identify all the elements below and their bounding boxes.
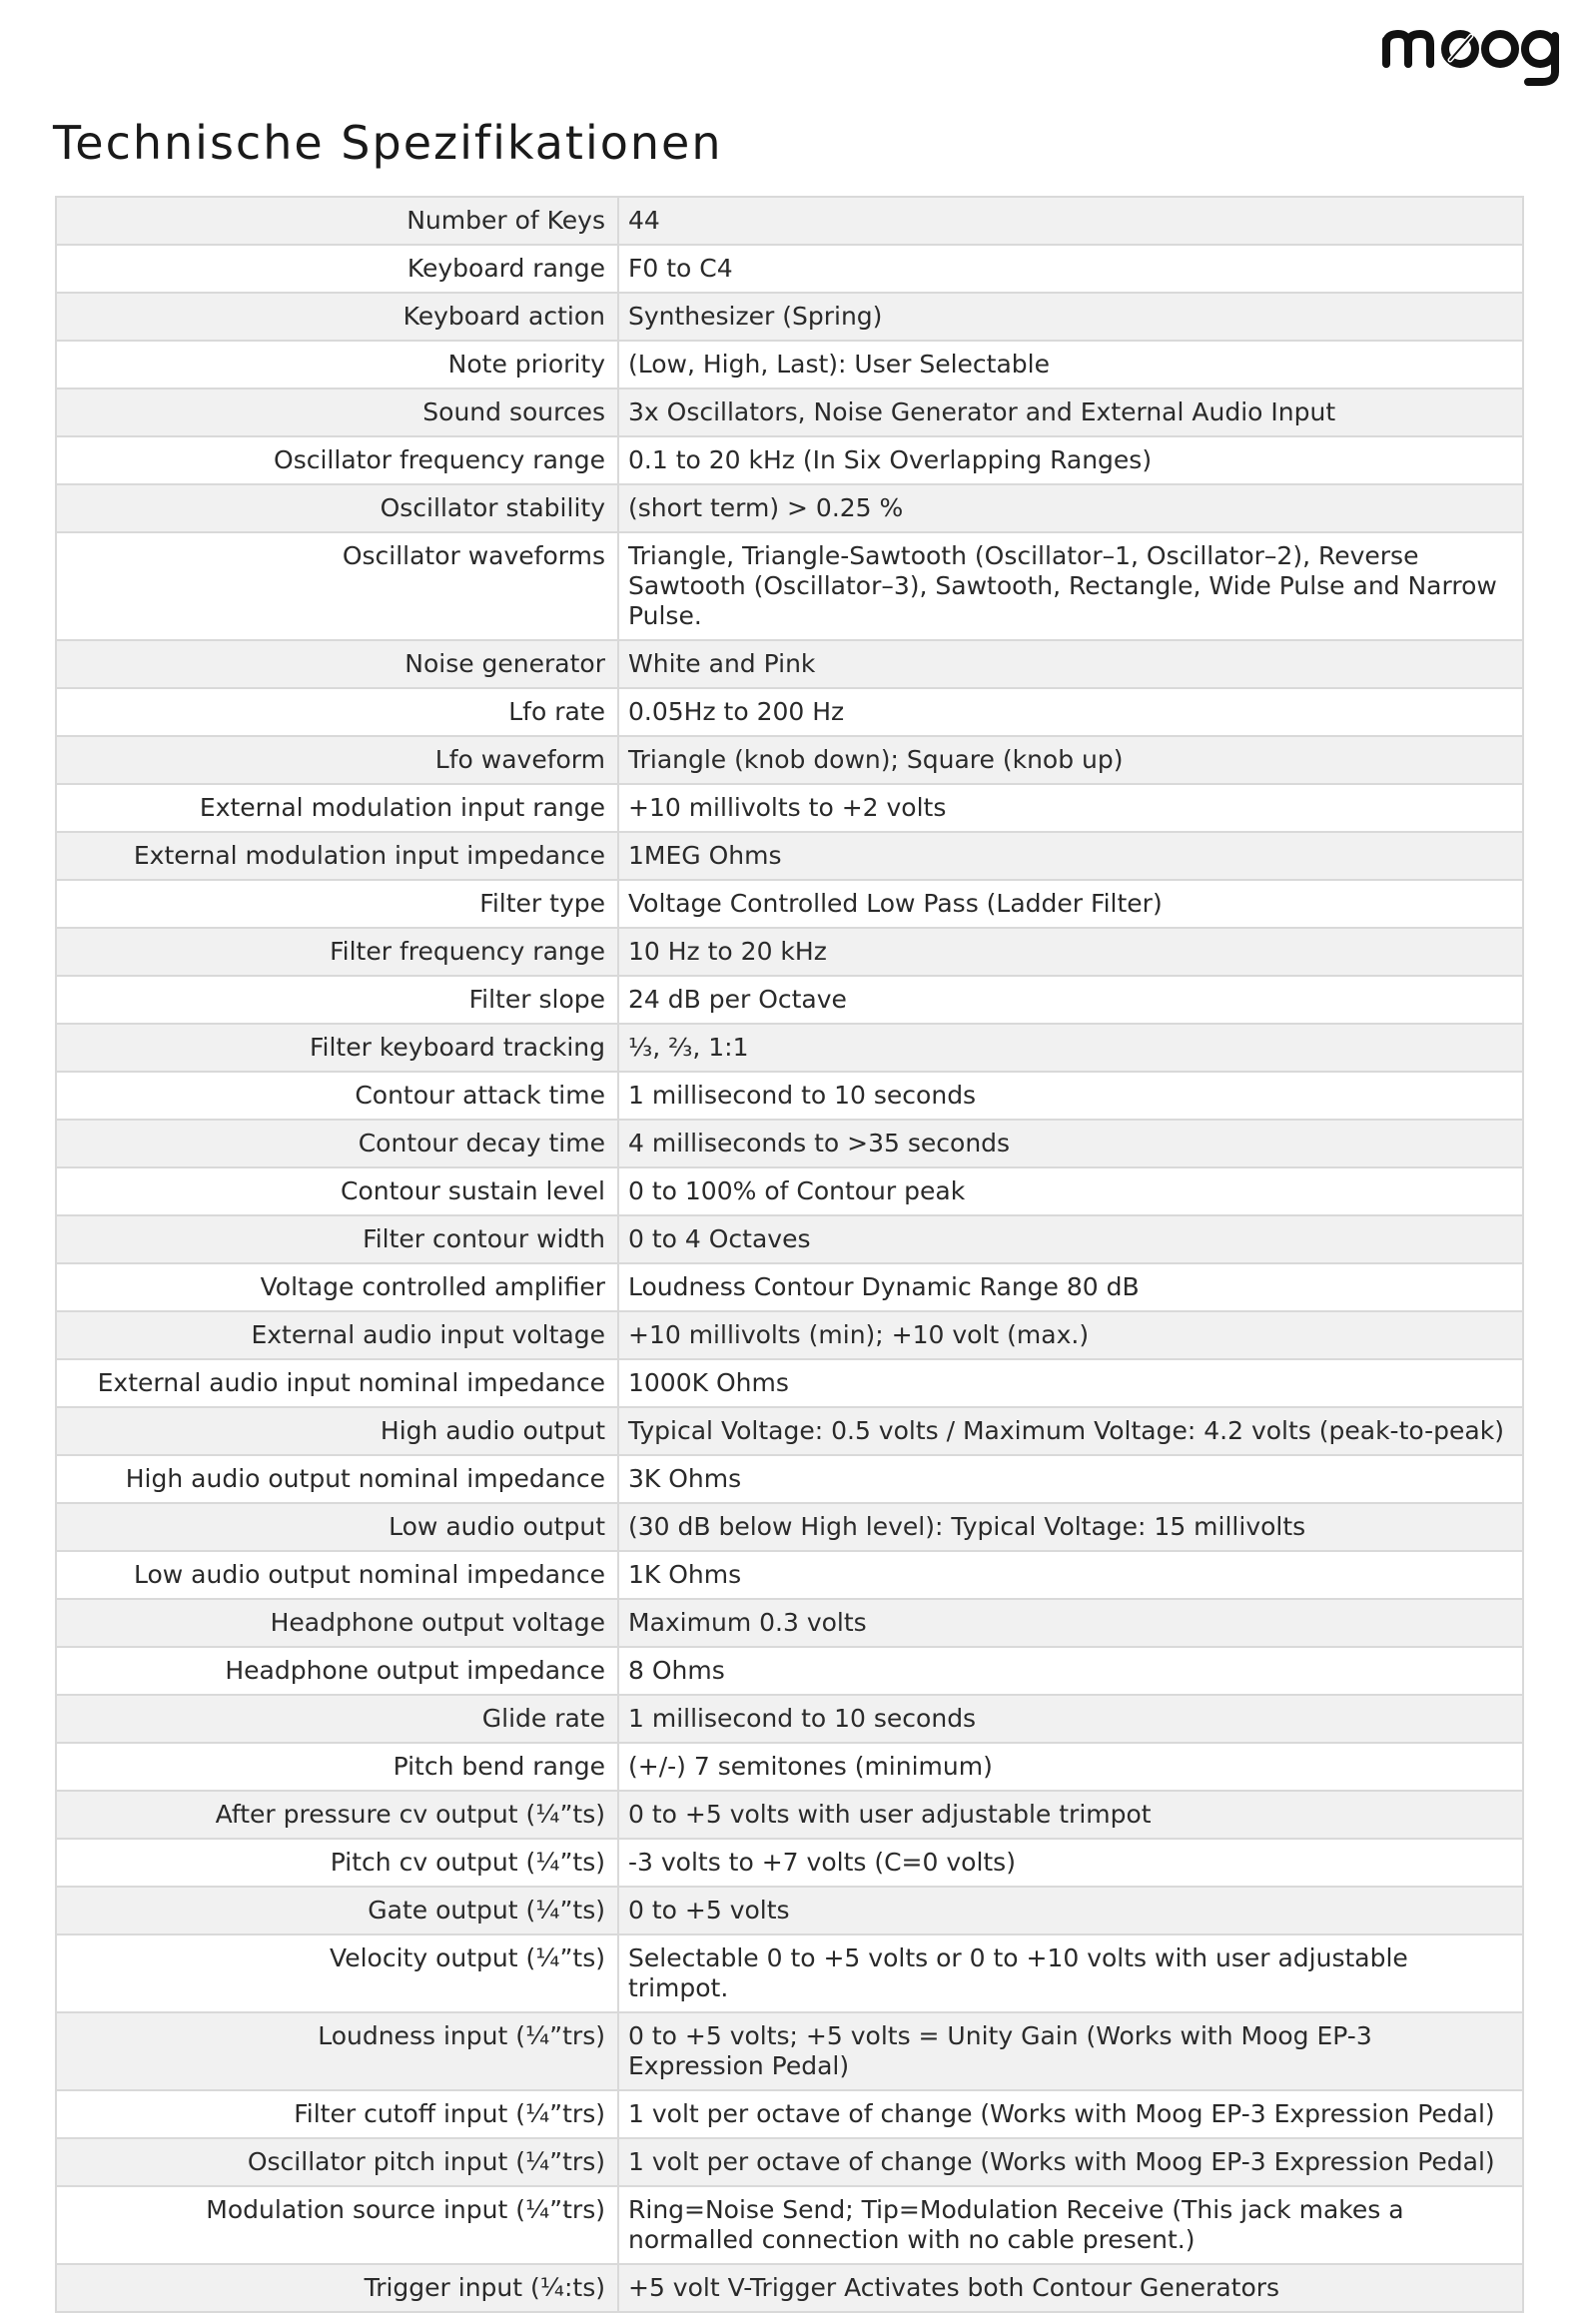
- spec-label: Filter contour width: [56, 1215, 618, 1263]
- spec-label: Oscillator stability: [56, 484, 618, 532]
- spec-label: Trigger input (¼:ts): [56, 2264, 618, 2312]
- table-row: [56, 1743, 1523, 1791]
- spec-value: +10 millivolts (min); +10 volt (max.): [618, 1311, 1523, 1359]
- moog-logo: [1378, 14, 1588, 86]
- spec-value: Maximum 0.3 volts: [618, 1599, 1523, 1647]
- spec-value: Triangle (knob down); Square (knob up): [618, 736, 1523, 784]
- table-row: [56, 1215, 1523, 1263]
- spec-label: Headphone output impedance: [56, 1647, 618, 1695]
- table-row: [56, 640, 1523, 688]
- spec-label: Filter type: [56, 880, 618, 928]
- table-row: [56, 293, 1523, 341]
- spec-label: Oscillator pitch input (¼”trs): [56, 2138, 618, 2186]
- spec-label: Glide rate: [56, 1695, 618, 1743]
- spec-value: 0 to 100% of Contour peak: [618, 1167, 1523, 1215]
- spec-value: 0.05Hz to 200 Hz: [618, 688, 1523, 736]
- spec-label: Velocity output (¼”ts): [56, 1934, 618, 2012]
- table-row: [56, 1407, 1523, 1455]
- spec-label: Pitch bend range: [56, 1743, 618, 1791]
- spec-label: Noise generator: [56, 640, 618, 688]
- table-row: [56, 2012, 1523, 2090]
- spec-label: External audio input nominal impedance: [56, 1359, 618, 1407]
- spec-label: Filter slope: [56, 976, 618, 1024]
- table-row: [56, 1359, 1523, 1407]
- spec-value: 10 Hz to 20 kHz: [618, 928, 1523, 976]
- table-row: [56, 784, 1523, 832]
- spec-label: Lfo rate: [56, 688, 618, 736]
- spec-value: (30 dB below High level): Typical Voltage: 15 millivolts: [618, 1503, 1523, 1551]
- spec-label: Lfo waveform: [56, 736, 618, 784]
- spec-label: Oscillator frequency range: [56, 436, 618, 484]
- table-row: [56, 245, 1523, 293]
- table-row: [56, 1455, 1523, 1503]
- spec-value: 1 volt per octave of change (Works with Moog EP-3 Expression Pedal): [618, 2090, 1523, 2138]
- table-row: [56, 341, 1523, 388]
- table-row: [56, 1647, 1523, 1695]
- spec-value: 1 millisecond to 10 seconds: [618, 1695, 1523, 1743]
- table-row: [56, 1120, 1523, 1167]
- table-row: [56, 1599, 1523, 1647]
- spec-value: 1000K Ohms: [618, 1359, 1523, 1407]
- spec-label: Sound sources: [56, 388, 618, 436]
- table-row: [56, 1072, 1523, 1120]
- table-row: [56, 1695, 1523, 1743]
- spec-label: Loudness input (¼”trs): [56, 2012, 618, 2090]
- spec-value: +5 volt V-Trigger Activates both Contour Generators: [618, 2264, 1523, 2312]
- spec-value: Voltage Controlled Low Pass (Ladder Filter): [618, 880, 1523, 928]
- spec-label: Headphone output voltage: [56, 1599, 618, 1647]
- spec-value: Typical Voltage: 0.5 volts / Maximum Voltage: 4.2 volts (peak-to-peak): [618, 1407, 1523, 1455]
- page-title: Technische Spezifikationen: [53, 116, 723, 170]
- spec-label: External audio input voltage: [56, 1311, 618, 1359]
- table-row: [56, 928, 1523, 976]
- spec-table: [55, 196, 1524, 2313]
- spec-value: ⅓, ⅔, 1:1: [618, 1024, 1523, 1072]
- table-row: [56, 976, 1523, 1024]
- spec-value: 0 to +5 volts; +5 volts = Unity Gain (Works with Moog EP-3 Expression Pedal): [618, 2012, 1523, 2090]
- spec-label: Contour attack time: [56, 1072, 618, 1120]
- spec-value: 1 millisecond to 10 seconds: [618, 1072, 1523, 1120]
- spec-value: Synthesizer (Spring): [618, 293, 1523, 341]
- spec-label: Low audio output nominal impedance: [56, 1551, 618, 1599]
- spec-label: Oscillator waveforms: [56, 532, 618, 640]
- spec-table-body: [56, 197, 1523, 2312]
- spec-label: Number of Keys: [56, 197, 618, 245]
- table-row: [56, 2090, 1523, 2138]
- spec-label: Keyboard range: [56, 245, 618, 293]
- table-row: [56, 2186, 1523, 2264]
- spec-value: 0 to 4 Octaves: [618, 1215, 1523, 1263]
- spec-label: Contour decay time: [56, 1120, 618, 1167]
- spec-label: Modulation source input (¼”trs): [56, 2186, 618, 2264]
- spec-label: Filter keyboard tracking: [56, 1024, 618, 1072]
- spec-value: Ring=Noise Send; Tip=Modulation Receive (This jack makes a normalled connection with no cable present.): [618, 2186, 1523, 2264]
- table-row: [56, 1934, 1523, 2012]
- spec-value: (short term) > 0.25 %: [618, 484, 1523, 532]
- spec-value: Loudness Contour Dynamic Range 80 dB: [618, 1263, 1523, 1311]
- spec-value: White and Pink: [618, 640, 1523, 688]
- spec-label: High audio output: [56, 1407, 618, 1455]
- spec-value: 8 Ohms: [618, 1647, 1523, 1695]
- table-row: [56, 736, 1523, 784]
- table-row: [56, 1551, 1523, 1599]
- table-row: [56, 436, 1523, 484]
- spec-value: 0 to +5 volts with user adjustable trimpot: [618, 1791, 1523, 1839]
- spec-value: 44: [618, 197, 1523, 245]
- table-row: [56, 688, 1523, 736]
- spec-label: After pressure cv output (¼”ts): [56, 1791, 618, 1839]
- spec-value: 0.1 to 20 kHz (In Six Overlapping Ranges): [618, 436, 1523, 484]
- table-row: [56, 388, 1523, 436]
- spec-label: Keyboard action: [56, 293, 618, 341]
- spec-label: External modulation input impedance: [56, 832, 618, 880]
- spec-value: 1MEG Ohms: [618, 832, 1523, 880]
- table-row: [56, 1839, 1523, 1887]
- spec-label: Low audio output: [56, 1503, 618, 1551]
- spec-value: 3x Oscillators, Noise Generator and External Audio Input: [618, 388, 1523, 436]
- table-row: [56, 1311, 1523, 1359]
- spec-label: Filter cutoff input (¼”trs): [56, 2090, 618, 2138]
- spec-value: 3K Ohms: [618, 1455, 1523, 1503]
- spec-label: Contour sustain level: [56, 1167, 618, 1215]
- table-row: [56, 1887, 1523, 1934]
- spec-value: -3 volts to +7 volts (C=0 volts): [618, 1839, 1523, 1887]
- spec-value: 1K Ohms: [618, 1551, 1523, 1599]
- spec-value: Selectable 0 to +5 volts or 0 to +10 volts with user adjustable trimpot.: [618, 1934, 1523, 2012]
- spec-value: (Low, High, Last): User Selectable: [618, 341, 1523, 388]
- table-row: [56, 1167, 1523, 1215]
- spec-value: Triangle, Triangle-Sawtooth (Oscillator–1, Oscillator–2), Reverse Sawtooth (Oscillator–3), Sawtooth, Rectangle, Wide Pulse and Narrow Pulse.: [618, 532, 1523, 640]
- spec-value: +10 millivolts to +2 volts: [618, 784, 1523, 832]
- spec-value: 4 milliseconds to >35 seconds: [618, 1120, 1523, 1167]
- spec-value: F0 to C4: [618, 245, 1523, 293]
- table-row: [56, 832, 1523, 880]
- table-row: [56, 2138, 1523, 2186]
- table-row: [56, 1791, 1523, 1839]
- table-row: [56, 1024, 1523, 1072]
- spec-label: Pitch cv output (¼”ts): [56, 1839, 618, 1887]
- table-row: [56, 484, 1523, 532]
- spec-label: Gate output (¼”ts): [56, 1887, 618, 1934]
- spec-label: Filter frequency range: [56, 928, 618, 976]
- table-row: [56, 2264, 1523, 2312]
- table-row: [56, 880, 1523, 928]
- table-row: [56, 1263, 1523, 1311]
- spec-label: Voltage controlled amplifier: [56, 1263, 618, 1311]
- spec-value: (+/-) 7 semitones (minimum): [618, 1743, 1523, 1791]
- spec-value: 24 dB per Octave: [618, 976, 1523, 1024]
- table-row: [56, 197, 1523, 245]
- spec-value: 0 to +5 volts: [618, 1887, 1523, 1934]
- table-row: [56, 1503, 1523, 1551]
- spec-label: External modulation input range: [56, 784, 618, 832]
- spec-value: 1 volt per octave of change (Works with Moog EP-3 Expression Pedal): [618, 2138, 1523, 2186]
- spec-label: High audio output nominal impedance: [56, 1455, 618, 1503]
- spec-label: Note priority: [56, 341, 618, 388]
- table-row: [56, 532, 1523, 640]
